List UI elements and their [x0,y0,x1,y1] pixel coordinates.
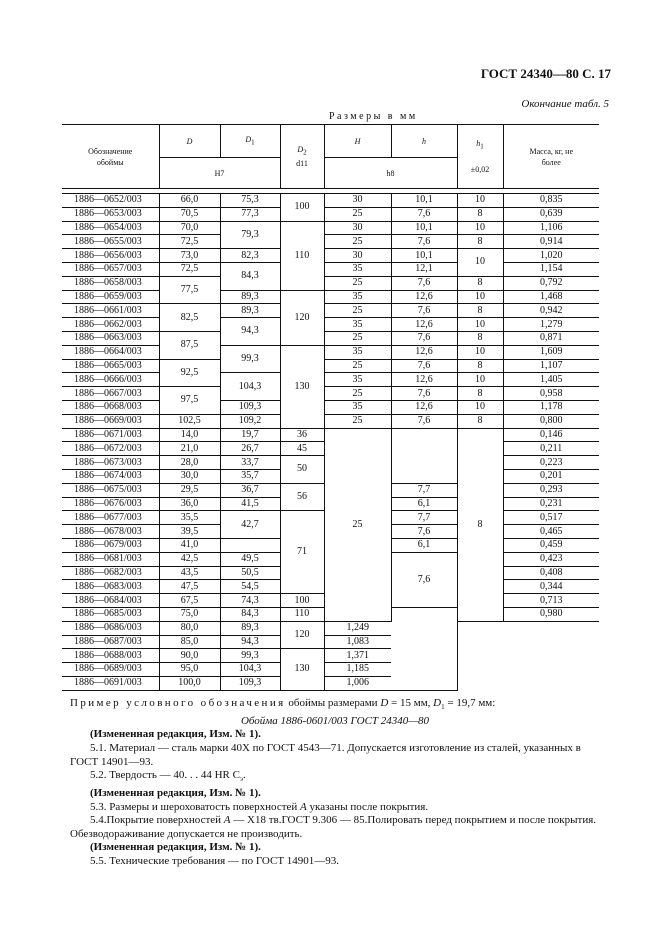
revision-note: (Измененная редакция, Изм. № 1). [90,786,261,799]
cell-h: 7,6 [391,304,457,318]
cell-d1: 33,7 [220,456,280,470]
cell-mass: 1,249 [324,621,391,635]
cell-d1: 42,7 [220,511,280,539]
tol-h7: H7 [159,158,280,189]
table-row [62,621,599,635]
cell-mass: 1,609 [503,345,599,359]
table-row [62,331,599,345]
cell-h1: 8 [457,331,503,345]
cell-h1: 10 [457,290,503,304]
table-row [62,276,599,290]
cell-d: 87,5 [159,331,220,359]
cell-mass: 0,792 [503,276,599,290]
cell-h [391,607,457,690]
header-h-lower: h [391,125,457,158]
cell-d1: 94,3 [220,318,280,346]
cell-h: 25 [324,331,391,345]
cell-mass: 1,178 [503,400,599,414]
cell-name: 1886—0684/003 [62,594,159,608]
cell-name: 1886—0671/003 [62,428,159,442]
cell-mass: 1,020 [503,249,599,263]
cell-h: 10,1 [391,194,457,208]
cell-d1: 94,3 [220,635,280,649]
cell-h: 25 [324,359,391,373]
cell-name: 1886—0655/003 [62,235,159,249]
cell-name: 1886—0657/003 [62,262,159,276]
cell-d1: 89,3 [220,621,280,635]
table-note: Окончание табл. 5 [521,98,609,110]
cell-d1: 77,3 [220,207,280,221]
cell-name: 1886—0682/003 [62,566,159,580]
cell-name: 1886—0676/003 [62,497,159,511]
cell-h: 10,1 [391,221,457,235]
cell-h: 7,6 [391,331,457,345]
cell-mass: 0,871 [503,331,599,345]
cell-mass: 0,408 [503,566,599,580]
cell-mass: 0,465 [503,525,599,539]
table-row [62,359,599,373]
table-row [62,676,599,690]
cell-d2: 45 [280,442,324,456]
table-row [62,428,599,442]
cell-h: 25 [324,304,391,318]
cell-mass: 0,517 [503,511,599,525]
cell-h: 7,7 [391,483,457,497]
cell-h: 12,6 [391,373,457,387]
cell-h1: 8 [457,235,503,249]
cell-mass: 0,211 [503,442,599,456]
cell-name: 1886—0687/003 [62,635,159,649]
cell-mass: 0,344 [503,580,599,594]
cell-d: 28,0 [159,456,220,470]
cell-h1: 8 [457,414,503,428]
cell-h: 7,6 [391,235,457,249]
cell-d: 72,5 [159,262,220,276]
cell-h [391,428,457,483]
cell-d: 43,5 [159,566,220,580]
cell-h: 30 [324,194,391,208]
cell-d: 30,0 [159,469,220,483]
cell-h: 7,6 [391,552,457,607]
header-designation: Обозначение обоймы [62,125,159,189]
cell-d2: 120 [280,621,324,649]
cell-name: 1886—0653/003 [62,207,159,221]
cell-d: 66,0 [159,194,220,208]
clause-5-4: 5.4.Покрытие поверхностей А — Х18 тв.ГОСТ 9.306 — 85.Полировать перед покрытием и после покрытия. Обезводораживание допускается не производить. [70,814,597,840]
cell-name: 1886—0674/003 [62,469,159,483]
cell-h1: 10 [457,400,503,414]
cell-d2: 56 [280,483,324,511]
cell-h1: 8 [457,276,503,290]
cell-mass: 0,223 [503,456,599,470]
cell-h: 12,6 [391,345,457,359]
table-row [62,290,599,304]
cell-mass: 1,468 [503,290,599,304]
cell-mass: 1,154 [503,262,599,276]
cell-d2: 71 [280,511,324,594]
cell-h: 30 [324,221,391,235]
cell-name: 1886—0691/003 [62,676,159,690]
cell-name: 1886—0663/003 [62,331,159,345]
cell-d2: 120 [280,290,324,345]
cell-name: 1886—0658/003 [62,276,159,290]
cell-h: 30 [324,249,391,263]
cell-h: 25 [324,428,391,621]
clause-5-2: 5.2. Твердость — 40. . . 44 HR $C_э$. [90,769,246,784]
cell-d1: 36,7 [220,483,280,497]
cell-mass: 0,293 [503,483,599,497]
cell-d2: 36 [280,428,324,442]
revision-note: (Измененная редакция, Изм. № 1). [90,841,261,854]
cell-h: 35 [324,318,391,332]
table-row [62,345,599,359]
cell-d1: 84,3 [220,262,280,290]
cell-d1: 41,5 [220,497,280,511]
cell-h: 35 [324,373,391,387]
cell-mass: 0,146 [503,428,599,442]
cell-h: 7,6 [391,525,457,539]
cell-h: 25 [324,414,391,428]
cell-d: 70,5 [159,207,220,221]
cell-d1: 104,3 [220,373,280,401]
cell-d1: 54,5 [220,580,280,594]
cell-h: 12,1 [391,262,457,276]
clause-5-5: 5.5. Технические требования — по ГОСТ 14901—93. [90,854,340,867]
cell-d: 41,0 [159,538,220,552]
page-header: ГОСТ 24340—80 С. 17 [480,66,611,81]
cell-h1: 10 [457,221,503,235]
spec-table [62,124,599,691]
cell-d2: 50 [280,456,324,484]
cell-h: 25 [324,235,391,249]
table-row [62,221,599,235]
cell-d: 85,0 [159,635,220,649]
cell-mass: 1,405 [503,373,599,387]
cell-d: 35,5 [159,511,220,525]
cell-d1: 89,3 [220,290,280,304]
cell-h: 6,1 [391,497,457,511]
cell-d: 21,0 [159,442,220,456]
cell-d: 70,0 [159,221,220,235]
cell-h: 7,6 [391,387,457,401]
cell-d: 102,5 [159,414,220,428]
cell-name: 1886—0673/003 [62,456,159,470]
designation-example: Обойма 1886-0601/003 ГОСТ 24340—80 [240,714,430,727]
cell-d2: 100 [280,194,324,222]
cell-name: 1886—0677/003 [62,511,159,525]
body-text [70,697,600,869]
cell-name: 1886—0664/003 [62,345,159,359]
cell-name: 1886—0685/003 [62,607,159,621]
cell-h1: 8 [457,359,503,373]
cell-h: 7,6 [391,276,457,290]
cell-mass: 1,083 [324,635,391,649]
cell-name: 1886—0661/003 [62,304,159,318]
cell-mass: 0,942 [503,304,599,318]
cell-h: 7,6 [391,207,457,221]
cell-name: 1886—0681/003 [62,552,159,566]
header-mass: Масса, кг, не более [503,125,599,189]
cell-h: 7,6 [391,414,457,428]
table-row [62,194,599,208]
cell-d2: 110 [280,221,324,290]
cell-h: 10,1 [391,249,457,263]
cell-h: 12,6 [391,290,457,304]
cell-d: 36,0 [159,497,220,511]
header-d1: D1 [220,125,280,158]
cell-h: 12,6 [391,400,457,414]
cell-d: 95,0 [159,663,220,677]
table-head [62,125,599,194]
cell-name: 1886—0659/003 [62,290,159,304]
cell-mass: 0,231 [503,497,599,511]
table-row [62,235,599,249]
table-row [62,373,599,387]
cell-mass: 0,958 [503,387,599,401]
cell-mass: 0,835 [503,194,599,208]
cell-h1: 10 [457,318,503,332]
cell-h: 6,1 [391,538,457,552]
cell-h: 12,6 [391,318,457,332]
cell-name: 1886—0689/003 [62,663,159,677]
table-body [62,194,599,691]
cell-d1: 89,3 [220,304,280,318]
cell-h1: 8 [457,387,503,401]
cell-name: 1886—0669/003 [62,414,159,428]
cell-h1: 10 [457,373,503,387]
cell-d1: 19,7 [220,428,280,442]
cell-d1: 75,3 [220,194,280,208]
cell-d1: 50,5 [220,566,280,580]
cell-d1: 109,3 [220,676,280,690]
cell-d2: 110 [280,607,324,621]
header-d: D [159,125,220,158]
cell-d2: 130 [280,345,324,428]
cell-name: 1886—0666/003 [62,373,159,387]
cell-d1: 104,3 [220,663,280,677]
table-row [62,635,599,649]
designation-example-line: Пример условного обозначения обоймы размерами D = 15 мм, $D_1 = 19,7$ мм: [70,697,496,712]
cell-mass: 1,107 [503,359,599,373]
cell-h: 7,7 [391,511,457,525]
cell-mass: 0,914 [503,235,599,249]
cell-d1: 99,3 [220,649,280,663]
cell-d: 92,5 [159,359,220,387]
cell-d: 39,5 [159,525,220,539]
cell-d: 90,0 [159,649,220,663]
cell-name: 1886—0662/003 [62,318,159,332]
header-h-upper: H [324,125,391,158]
cell-mass: 0,423 [503,552,599,566]
cell-h: 35 [324,290,391,304]
table-row [62,262,599,276]
table-row [62,207,599,221]
cell-h: 25 [324,276,391,290]
cell-h1: 10 [457,249,503,277]
cell-mass: 0,980 [503,607,599,621]
cell-h1: 8 [457,428,503,621]
cell-d2: 100 [280,594,324,608]
cell-name: 1886—0665/003 [62,359,159,373]
table-row [62,387,599,401]
cell-d: 82,5 [159,304,220,332]
table-row [62,318,599,332]
cell-d1: 35,7 [220,469,280,483]
cell-d: 80,0 [159,621,220,635]
cell-d2: 130 [280,649,324,690]
cell-name: 1886—0683/003 [62,580,159,594]
cell-d1: 109,2 [220,414,280,428]
cell-name: 1886—0688/003 [62,649,159,663]
cell-name: 1886—0667/003 [62,387,159,401]
table-row [62,649,599,663]
cell-d: 72,5 [159,235,220,249]
cell-h: 35 [324,400,391,414]
cell-mass: 0,800 [503,414,599,428]
cell-d1: 74,3 [220,594,280,608]
cell-h1: 8 [457,304,503,318]
cell-h: 25 [324,387,391,401]
cell-name: 1886—0668/003 [62,400,159,414]
header-h1: h1 ±0,02 [457,125,503,189]
cell-d1: 109,3 [220,400,280,414]
cell-name: 1886—0679/003 [62,538,159,552]
cell-mass: 1,371 [324,649,391,663]
cell-h: 25 [324,207,391,221]
clause-5-1: 5.1. Материал — сталь марки 40Х по ГОСТ 4543—71. Допускается изготовление из сталей, указанных в ГОСТ 14901—93. [70,741,581,768]
cell-h1: 8 [457,207,503,221]
cell-h: 7,6 [391,359,457,373]
cell-mass: 0,201 [503,469,599,483]
table-row [62,663,599,677]
cell-d: 14,0 [159,428,220,442]
cell-d: 29,5 [159,483,220,497]
table-row [62,304,599,318]
cell-d: 100,0 [159,676,220,690]
cell-d1: 84,3 [220,607,280,621]
cell-d1: 49,5 [220,552,280,566]
cell-h1: 10 [457,194,503,208]
cell-mass: 1,279 [503,318,599,332]
cell-d: 42,5 [159,552,220,566]
cell-name: 1886—0652/003 [62,194,159,208]
cell-name: 1886—0672/003 [62,442,159,456]
cell-mass: 0,713 [503,594,599,608]
cell-name: 1886—0686/003 [62,621,159,635]
table-row [62,400,599,414]
cell-mass: 1,185 [324,663,391,677]
cell-mass: 1,106 [503,221,599,235]
cell-d1: 99,3 [220,345,280,373]
cell-d: 75,0 [159,607,220,621]
cell-d: 77,5 [159,276,220,304]
cell-mass: 1,006 [324,676,391,690]
cell-h: 35 [324,262,391,276]
table-row [62,414,599,428]
revision-note: (Измененная редакция, Изм. № 1). [90,728,261,741]
cell-name: 1886—0678/003 [62,525,159,539]
cell-d: 47,5 [159,580,220,594]
cell-mass: 0,639 [503,207,599,221]
clause-5-3: 5.3. Размеры и шероховатость поверхностей А указаны после покрытия. [90,800,429,813]
cell-d1 [220,538,280,552]
cell-d: 73,0 [159,249,220,263]
sizes-caption: Размеры в мм [329,111,418,122]
cell-mass: 0,459 [503,538,599,552]
cell-d: 97,5 [159,387,220,415]
cell-d1: 79,3 [220,221,280,249]
table-row [62,249,599,263]
cell-d: 67,5 [159,594,220,608]
cell-name: 1886—0654/003 [62,221,159,235]
cell-d1: 82,3 [220,249,280,263]
tol-h8: h8 [324,158,457,189]
cell-name: 1886—0656/003 [62,249,159,263]
header-d2: D2 d11 [280,125,324,189]
cell-h: 35 [324,345,391,359]
cell-d1: 26,7 [220,442,280,456]
cell-name: 1886—0675/003 [62,483,159,497]
cell-h1: 10 [457,345,503,359]
